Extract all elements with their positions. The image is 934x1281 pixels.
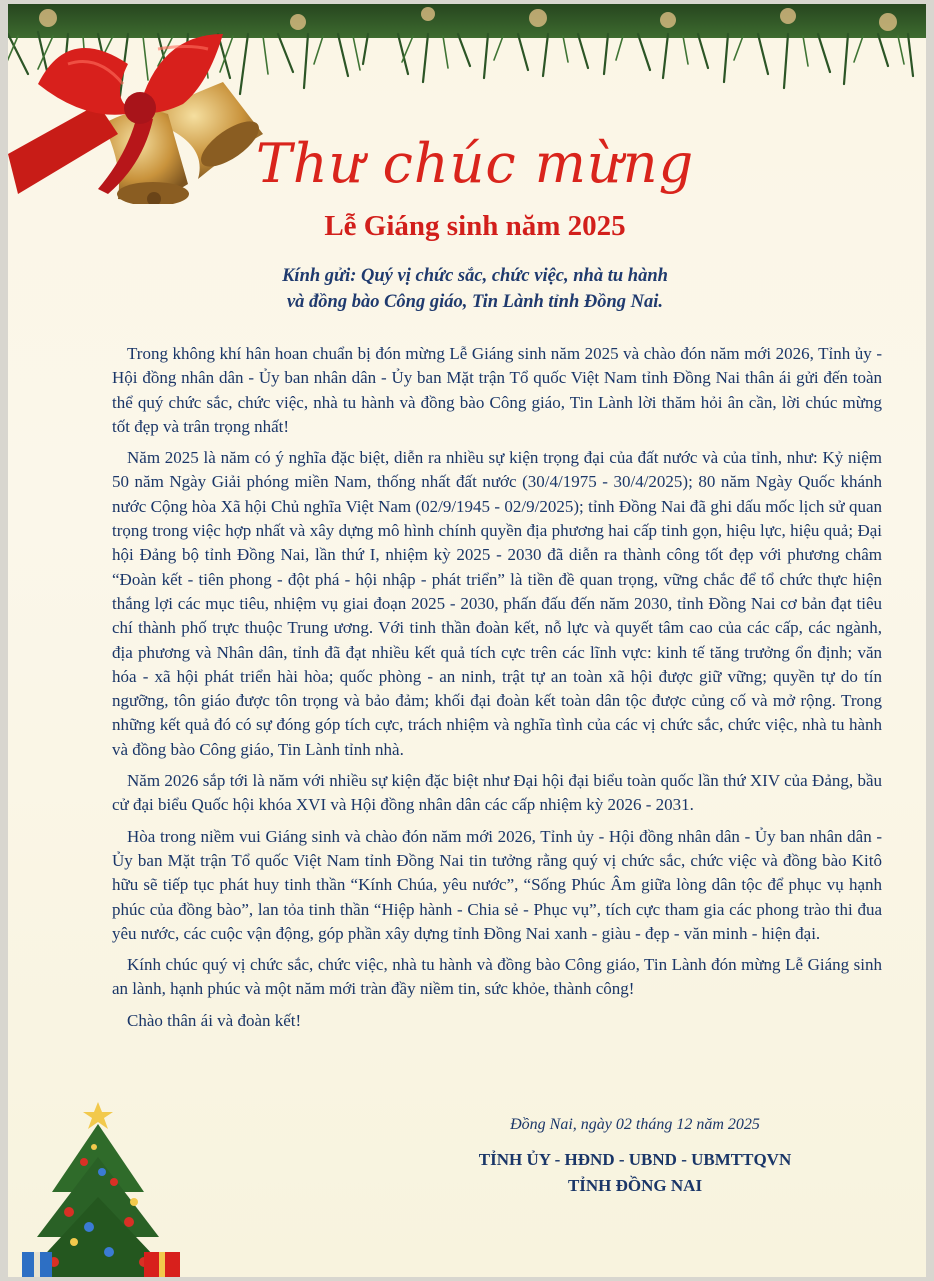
paragraph-4: Hòa trong niềm vui Giáng sinh và chào đón năm mới 2026, Tỉnh ủy - Hội đồng nhân dân - Ủy ban nhân dân - Ủy ban Mặt trận Tổ quốc Việt Nam tỉnh Đồng Nai tin tưởng rằng quý vị chức sắc, chức việc và đồng bào Kitô hữu sẽ tiếp tục phát huy tinh thần “Kính Chúa, yêu nước”, “Sống Phúc Âm giữa lòng dân tộc để phục vụ hạnh phúc của đồng bào”, lan tỏa tinh thần “Hiệp hành - Chia sẻ - Phục vụ”, tích cực tham gia các phong trào thi đua yêu nước, các cuộc vận động, góp phần xây dựng tỉnh Đồng Nai xanh - giàu - đẹp - văn minh - hiện đại.: [112, 826, 882, 943]
paragraph-1: Trong không khí hân hoan chuẩn bị đón mừng Lễ Giáng sinh năm 2025 và chào đón năm mới 2026, Tỉnh ủy - Hội đồng nhân dân - Ủy ban nhân dân - Ủy ban Mặt trận Tổ quốc Việt Nam tỉnh Đồng Nai thân ái gửi đến toàn thể quý chức sắc, chức việc, nhà tu hành và đồng bào Công giáo, Tin Lành lời thăm hỏi ân cần, lời chúc mừng tốt đẹp và trân trọng nhất!: [112, 344, 882, 436]
recipient-line-1: Kính gửi: Quý vị chức sắc, chức việc, nhà tu hành: [282, 266, 668, 286]
letter-body: [112, 342, 882, 1040]
date-line: Đồng Nai, ngày 02 tháng 12 năm 2025: [510, 1116, 760, 1133]
letter-page: [8, 4, 926, 1277]
paragraph-5: Kính chúc quý vị chức sắc, chức việc, nhà tu hành và đồng bào Công giáo, Tin Lành đón mừng Lễ Giáng sinh an lành, hạnh phúc và một năm mới tràn đầy niềm tin, sức khỏe, thành công!: [112, 955, 882, 999]
letter-title: Thư chúc mừng: [255, 132, 695, 195]
paragraph-2: Năm 2025 là năm có ý nghĩa đặc biệt, diễn ra nhiều sự kiện trọng đại của đất nước và của tỉnh, như: Kỷ niệm 50 năm Ngày Giải phóng miền Nam, thống nhất đất nước (30/4/1975 - 30/4/2025); 80 năm Ngày Quốc khánh nước Cộng hòa Xã hội Chủ nghĩa Việt Nam (02/9/1945 - 02/9/2025); tỉnh Đồng Nai đã ghi dấu mốc lịch sử quan trọng trong việc hợp nhất và xây dựng mô hình chính quyền địa phương hai cấp tinh gọn, hiệu lực, hiệu quả; Đại hội Đảng bộ tỉnh Đồng Nai, lần thứ I, nhiệm kỳ 2025 - 2030 đã diễn ra thành công tốt đẹp với phương châm “Đoàn kết - tiên phong - đột phá - hội nhập - phát triển” là tiền đề quan trọng, vững chắc để tổ chức thực hiện thắng lợi các mục tiêu, nhiệm vụ giai đoạn 2025 - 2030, phấn đấu đến năm 2030, tỉnh Đồng Nai cơ bản đạt tiêu chí thành phố trực thuộc Trung ương. Với tinh thần đoàn kết, nỗ lực và quyết tâm cao của các cấp, các ngành, địa phương và Nhân dân, tỉnh đã đạt nhiều kết quả tích cực trên các lĩnh vực: kinh tế tăng trưởng ổn định; văn hóa - xã hội phát triển hài hòa; quốc phòng - an ninh, trật tự an toàn xã hội được giữ vững; quyền tự do tín ngưỡng, tôn giáo được tôn trọng và bảo đảm; khối đại đoàn kết toàn dân tộc được củng cố và mở rộng. Trong những kết quả đó có sự đóng góp tích cực, trách nhiệm và nghĩa tình của các vị chức sắc, chức việc, nhà tu hành và đồng bào Công giáo, Tin Lành tỉnh nhà.: [112, 448, 882, 759]
recipient-block: [8, 263, 926, 315]
recipient-line-2: và đồng bào Công giáo, Tin Lành tỉnh Đồng Nai.: [286, 292, 664, 312]
signer-line-1: TỈNH ỦY - HĐND - UBND - UBMTTQVN: [478, 1150, 792, 1169]
paragraph-3: Năm 2026 sắp tới là năm với nhiều sự kiện đặc biệt như Đại hội đại biểu toàn quốc lần thứ XIV của Đảng, bầu cử đại biểu Quốc hội khóa XVI và Hội đồng nhân dân các cấp nhiệm kỳ 2026 - 2031.: [112, 771, 882, 815]
signer-line-2: TỈNH ĐỒNG NAI: [567, 1176, 703, 1195]
letter-subtitle: Lễ Giáng sinh năm 2025: [324, 210, 626, 242]
christmas-tree-icon: [14, 1102, 194, 1277]
closing-line: Chào thân ái và đoàn kết!: [127, 1010, 302, 1030]
